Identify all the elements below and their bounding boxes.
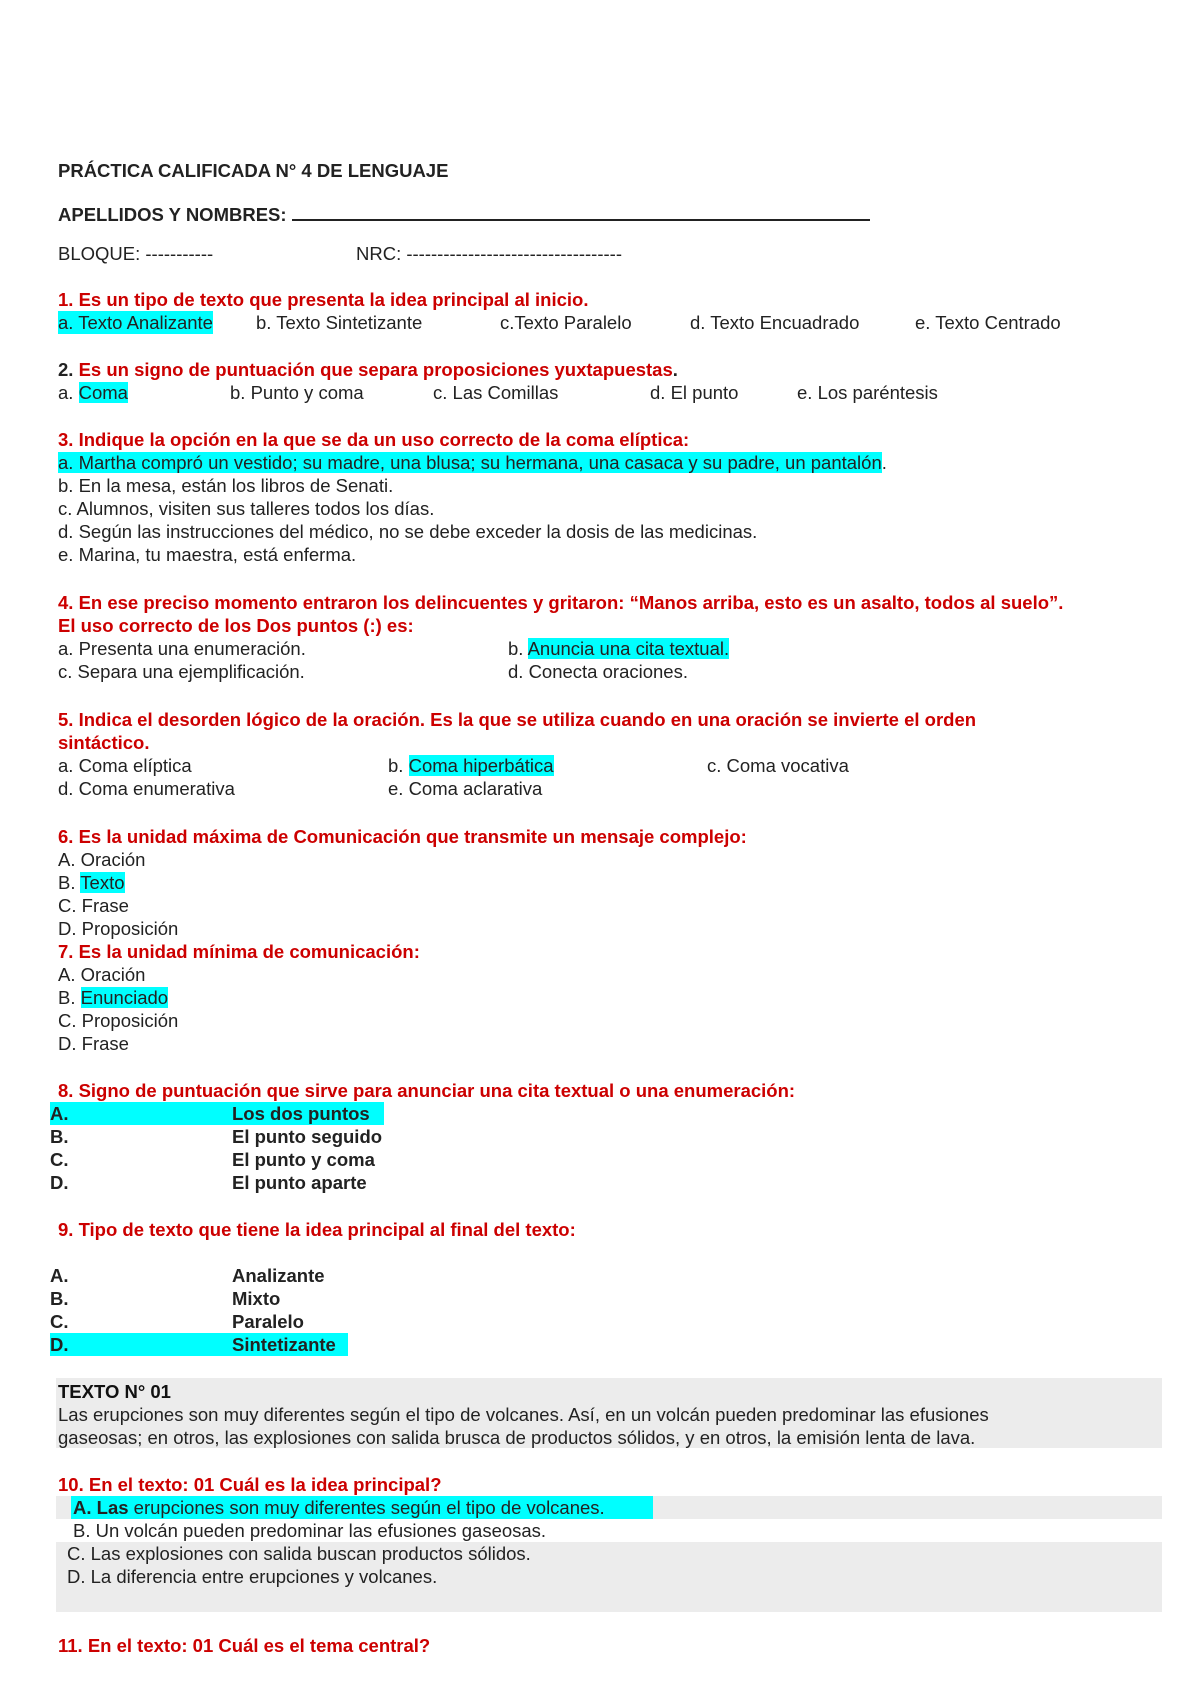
q7-option-b	[58, 986, 168, 1009]
q9-answer-c: Paralelo	[232, 1311, 304, 1332]
q2-option-a-letter: a.	[58, 382, 79, 403]
q9-letter-a: A.	[50, 1265, 69, 1286]
q2-option-b: b. Punto y coma	[230, 382, 364, 403]
q1-option-d: d. Texto Encuadrado	[690, 312, 860, 333]
q5-option-e: e. Coma aclarativa	[388, 778, 543, 799]
q6-option-b	[58, 871, 125, 894]
question-7: 7. Es la unidad mínima de comunicación:	[58, 941, 420, 962]
nrc-label: NRC: -----------------------------------	[356, 243, 622, 264]
names-field-row	[58, 201, 870, 226]
q8-letter-d: D.	[50, 1172, 69, 1193]
q3-option-e: e. Marina, tu maestra, está enferma.	[58, 544, 357, 565]
q5-option-b	[388, 754, 554, 777]
q8-answer-a: Los dos puntos	[232, 1103, 370, 1124]
q10-option-a-bold: Las	[96, 1497, 129, 1518]
q9-answer-d: Sintetizante	[232, 1334, 336, 1355]
q2-option-d: d. El punto	[650, 382, 739, 403]
q9-letter-d: D.	[50, 1334, 69, 1355]
q4-option-c: c. Separa una ejemplificación.	[58, 661, 305, 682]
q4-option-b	[508, 637, 729, 660]
q5-option-a: a. Coma elíptica	[58, 755, 192, 776]
q5-option-b-text: Coma hiperbática	[408, 755, 554, 776]
q2-option-a-text: Coma	[78, 382, 128, 403]
q7-option-d: D. Frase	[58, 1033, 129, 1054]
question-2	[58, 358, 678, 381]
question-8: 8. Signo de puntuación que sirve para anunciar una cita textual o una enumeración:	[58, 1080, 796, 1101]
names-blank-line	[292, 201, 870, 221]
q10-option-d: D. La diferencia entre erupciones y volcanes.	[67, 1566, 438, 1587]
names-label: APELLIDOS Y NOMBRES:	[58, 204, 287, 225]
texto-01-line-1: Las erupciones son muy diferentes según el tipo de volcanes. Así, en un volcán pueden predominar las efusiones	[58, 1404, 989, 1425]
question-6: 6. Es la unidad máxima de Comunicación que transmite un mensaje complejo:	[58, 826, 747, 847]
q2-option-e: e. Los paréntesis	[797, 382, 938, 403]
texto-01-title: TEXTO N° 01	[58, 1381, 171, 1402]
q9-letter-c: C.	[50, 1311, 69, 1332]
question-3: 3. Indique la opción en la que se da un uso correcto de la coma elíptica:	[58, 429, 690, 450]
question-5-line-2: sintáctico.	[58, 732, 150, 753]
q10-option-b: B. Un volcán pueden predominar las efusiones gaseosas.	[73, 1520, 547, 1541]
q4-option-b-letter: b.	[508, 638, 528, 659]
q10-option-a-text: erupciones son muy diferentes según el tipo de volcanes.	[128, 1497, 605, 1518]
q9-answer-b: Mixto	[232, 1288, 281, 1309]
q3-option-a	[58, 451, 887, 474]
q7-option-c: C. Proposición	[58, 1010, 179, 1031]
q6-option-b-letter: B.	[58, 872, 81, 893]
q5-option-c: c. Coma vocativa	[707, 755, 849, 776]
page-title: PRÁCTICA CALIFICADA N° 4 DE LENGUAJE	[58, 160, 449, 181]
q8-letter-b: B.	[50, 1126, 69, 1147]
question-11: 11. En el texto: 01 Cuál es el tema central?	[58, 1635, 431, 1656]
q2-option-c: c. Las Comillas	[433, 382, 559, 403]
q1-option-e: e. Texto Centrado	[915, 312, 1061, 333]
question-1: 1. Es un tipo de texto que presenta la idea principal al inicio.	[58, 289, 589, 310]
q7-option-a: A. Oración	[58, 964, 146, 985]
q9-letter-b: B.	[50, 1288, 69, 1309]
q7-option-b-text: Enunciado	[80, 987, 169, 1008]
question-9: 9. Tipo de texto que tiene la idea principal al final del texto:	[58, 1219, 576, 1240]
q10-option-a	[73, 1496, 605, 1519]
q1-option-a: a. Texto Analizante	[58, 312, 213, 333]
q8-letter-a: A.	[50, 1103, 69, 1124]
q3-option-a-period: .	[881, 452, 887, 473]
q7-option-b-letter: B.	[58, 987, 81, 1008]
q5-option-d: d. Coma enumerativa	[58, 778, 235, 799]
q10-option-a-letter: A.	[73, 1497, 97, 1518]
q3-option-b: b. En la mesa, están los libros de Senati.	[58, 475, 394, 496]
q6-option-d: D. Proposición	[58, 918, 179, 939]
q5-option-b-letter: b.	[388, 755, 409, 776]
q3-option-c: c. Alumnos, visiten sus talleres todos los días.	[58, 498, 435, 519]
q6-option-b-text: Texto	[80, 872, 125, 893]
q4-option-d: d. Conecta oraciones.	[508, 661, 688, 682]
block-label: BLOQUE: -----------	[58, 243, 214, 264]
q3-option-a-text: a. Martha compró un vestido; su madre, una blusa; su hermana, una casaca y su padre, un pantalón	[58, 452, 882, 473]
q2-option-a	[58, 381, 128, 404]
question-4-line-1: 4. En ese preciso momento entraron los delincuentes y gritaron: “Manos arriba, esto es un asalto, todos al suelo”.	[58, 592, 1064, 613]
q2-period: .	[672, 359, 678, 380]
question-5-line-1: 5. Indica el desorden lógico de la oración. Es la que se utiliza cuando en una oración se invierte el orden	[58, 709, 977, 730]
q1-option-c: c.Texto Paralelo	[500, 312, 632, 333]
q8-letter-c: C.	[50, 1149, 69, 1170]
q8-answer-d: El punto aparte	[232, 1172, 367, 1193]
q8-answer-b: El punto seguido	[232, 1126, 383, 1147]
q9-answer-a: Analizante	[232, 1265, 325, 1286]
q10-option-c: C. Las explosiones con salida buscan productos sólidos.	[67, 1543, 531, 1564]
q8-answer-c: El punto y coma	[232, 1149, 375, 1170]
question-4-line-2: El uso correcto de los Dos puntos (:) es:	[58, 615, 414, 636]
q2-text: Es un signo de puntuación que separa proposiciones yuxtapuestas	[78, 359, 673, 380]
q6-option-c: C. Frase	[58, 895, 129, 916]
q6-option-a: A. Oración	[58, 849, 146, 870]
q1-option-b: b. Texto Sintetizante	[256, 312, 423, 333]
q4-option-a: a. Presenta una enumeración.	[58, 638, 306, 659]
q4-option-b-text: Anuncia una cita textual.	[527, 638, 730, 659]
texto-01-line-2: gaseosas; en otros, las explosiones con salida brusca de productos sólidos, y en otros, la emisión lenta de lava.	[58, 1427, 976, 1448]
q2-number: 2.	[58, 359, 74, 380]
q3-option-d: d. Según las instrucciones del médico, no se debe exceder la dosis de las medicinas.	[58, 521, 758, 542]
question-10: 10. En el texto: 01 Cuál es la idea principal?	[58, 1474, 442, 1495]
